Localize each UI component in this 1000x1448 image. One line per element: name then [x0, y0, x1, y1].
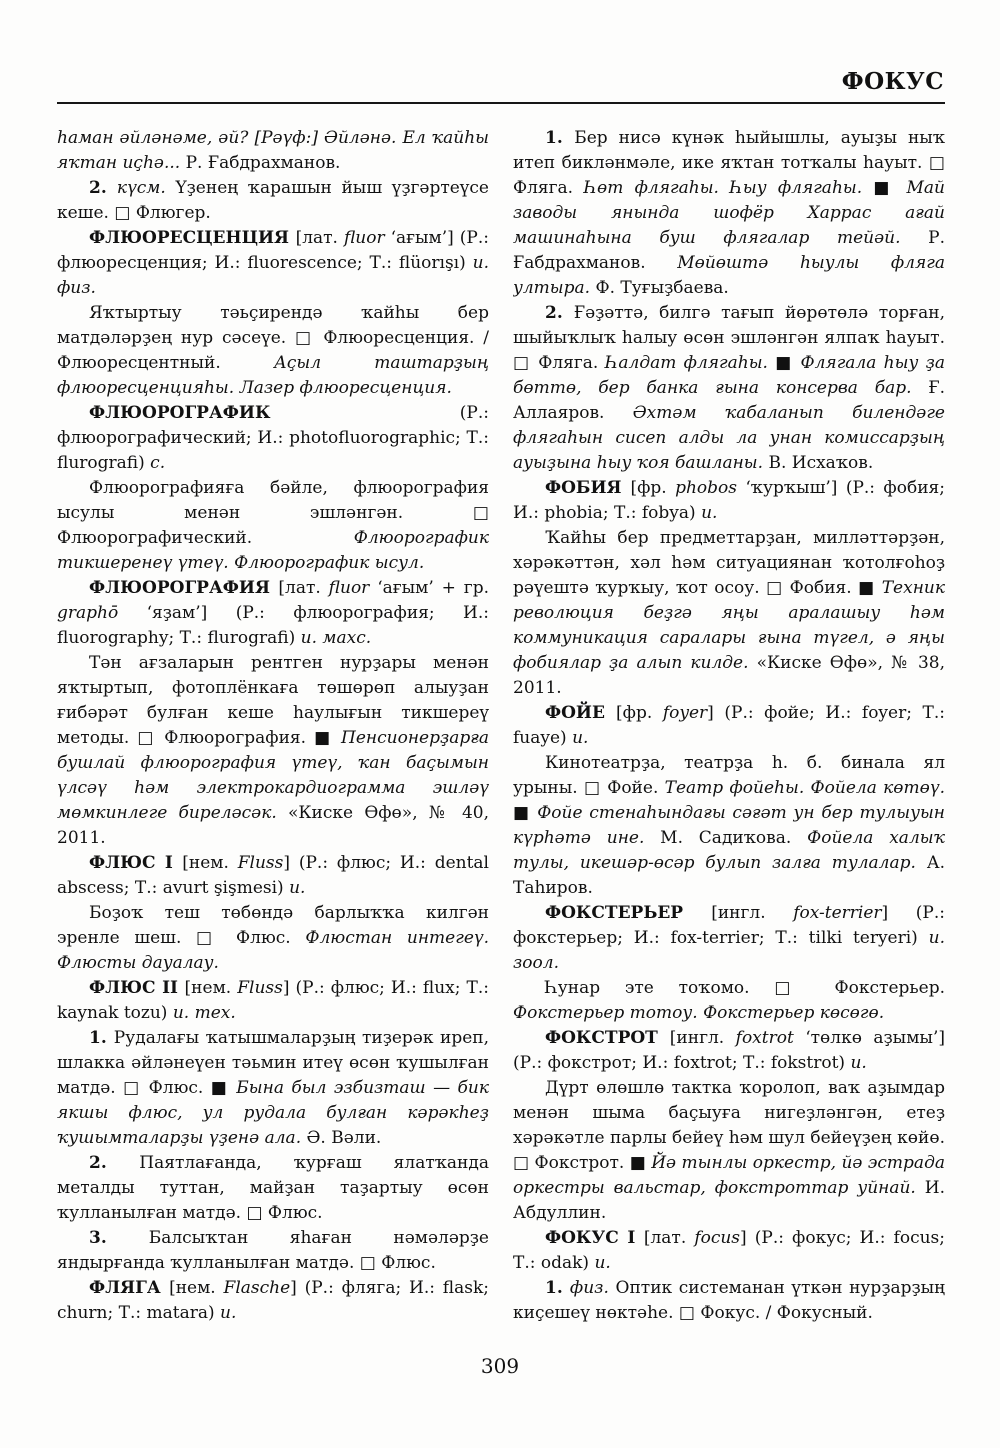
text-run: Мөйөштә һыулы фляга ултыра. — [513, 253, 945, 298]
text-run: ] (Р.: флюс; И.: dental abscess; Т.: avurt şişmesi) — [57, 853, 489, 898]
text-run: Һөт флягаһы. Һыу флягаһы. — [584, 178, 874, 198]
text-run: Фокстерьер тотоу. Фокстерьер көсөгө. — [513, 1003, 885, 1023]
text-run: [ингл. — [711, 903, 794, 923]
entry-paragraph — [513, 701, 945, 751]
text-run: [лат. — [278, 578, 329, 598]
text-run: ‘ҡурҡыш’] (Р.: фобия; И.: phobia; Т.: fobya) — [513, 478, 945, 523]
entry-paragraph — [57, 851, 489, 901]
text-run: Май заводы янында шофёр Харрас ағай машинаһына буш флягалар тейәй. — [513, 178, 945, 248]
entry-paragraph — [513, 126, 945, 301]
entry-paragraph — [57, 401, 489, 476]
text-run: и. тех. — [172, 1003, 236, 1023]
text-run: (Р.: флюорографический; И.: photofluorographic; Т.: flurografi) — [57, 403, 489, 473]
text-run: [нем. — [184, 978, 238, 998]
header-rule — [57, 102, 945, 104]
text-run: Пенсионерҙарға бушлай флюорография үтеү, ҡан баҫымын үлсәү һәм электрокардиограмма эшләү мөмкинлеге биреләсәк. — [57, 728, 489, 823]
text-run: ] (Р.: фойе; И.: foyer; Т.: fuaye) — [513, 703, 945, 748]
text-run: ФОЙЕ — [545, 703, 617, 723]
text-run: ФЛЮОРОГРАФИЯ — [89, 578, 279, 598]
text-run: ФЛЮОРОГРАФИК — [89, 403, 460, 423]
entry-paragraph — [513, 1226, 945, 1276]
text-run: ‘яҙам’] (Р.: флюорография; И.: fluorography; Т.: flurografi) — [57, 603, 489, 648]
text-run: [лат. — [295, 228, 344, 248]
text-run: [нем. — [169, 1278, 224, 1298]
text-run: ФЛЮС II — [89, 978, 185, 998]
text-run: Ғ. Аллаяров. — [513, 378, 945, 423]
text-run: Йә тынлы оркестр, йә эстрада оркестры вальстар, фокстроттар уйнай. — [513, 1153, 945, 1198]
text-run: күсм. — [116, 178, 176, 198]
right-column — [513, 126, 945, 1354]
text-columns — [57, 126, 945, 1354]
entry-paragraph — [57, 226, 489, 301]
text-run: и. — [850, 1053, 867, 1073]
text-run: ФЛЮОРЕСЦЕНЦИЯ — [89, 228, 296, 248]
text-run: физ. — [569, 1278, 616, 1298]
text-run: 3. — [89, 1228, 149, 1248]
text-run: ‘төлкө аҙымы’] (Р.: фокстрот; И.: foxtrot; Т.: fokstrot) — [513, 1028, 945, 1073]
text-run: Ә. Вәли. — [306, 1128, 382, 1148]
text-run: [фр. — [616, 703, 663, 723]
text-run: Рудалағы ҡатышмаларҙың тиҙерәк иреп, шлакка әйләнеүен тәьмин итеү өсөн ҡушылған матдә. □ Флюс. ■ — [57, 1028, 489, 1098]
text-run: Техник революция беҙгә яңы аралашыу һәм коммуникация саралары ғына түгел, ә яңы фобиялар ҙа алып килде. — [513, 578, 945, 673]
text-run: М. Садиҡова. — [660, 828, 808, 848]
text-run: Флягала һыу ҙа бөттө, бер банка ғына консерва бар. — [513, 353, 945, 398]
entry-paragraph — [513, 476, 945, 526]
text-run: Боҙоҡ теш төбөндә барлыҡҡа килгән эренле шеш. □ Флюс. — [57, 903, 489, 948]
text-run: и. — [701, 503, 718, 523]
text-run: Ф. Туғыҙбаева. — [595, 278, 729, 298]
text-run: Һунар эте тоҡомо. □ Фокстерьер. — [545, 978, 945, 998]
entry-paragraph — [57, 301, 489, 401]
text-run: Паятлағанда, ҡурғаш ялатҡанда металды туттан, майҙан таҙартыу өсөн ҡулланылған матдә. □ Флюс. — [57, 1153, 489, 1223]
text-run: 2. — [89, 178, 117, 198]
text-run: Флюорографик тикшеренеү үтеү. Флюорографик ысул. — [57, 528, 489, 573]
text-run: focus — [694, 1228, 741, 1248]
text-run: 1. — [89, 1028, 114, 1048]
text-run: В. Исхаҡов. — [768, 453, 874, 473]
text-run: һаман әйләнәме, әй? [Рәүф:] Әйләнә. Ел ҡайһы яҡтан иҫһә... — [57, 128, 489, 173]
text-run: и. зоол. — [513, 928, 945, 973]
text-run: [фр. — [630, 478, 676, 498]
text-run: ■ — [513, 803, 538, 823]
text-run: Тән ағзаларын рентген нурҙары менән яҡтыртып, фотоплёнкаға төшөрөп алыуҙан ғибәрәт булған кеше һаулығын тикшереү методы. □ Флюорография. ■ — [57, 653, 489, 748]
text-run: [нем. — [182, 853, 238, 873]
entry-paragraph — [513, 526, 945, 701]
text-run: phobos — [675, 478, 746, 498]
text-run: Ҡайһы бер предметтарҙан, милләттәрҙән, хәрәкәттән, хәл һәм ситуациянан ҡотолғоһоҙ рәүештә ҡурҡыу, ҡот осоу. □ Фобия. ■ — [513, 528, 945, 598]
text-run: Флюстан интегеү. Флюсты дауалау. — [57, 928, 489, 973]
entry-paragraph — [57, 1276, 489, 1326]
text-run: 2. — [89, 1153, 140, 1173]
text-run: Балсыҡтан яһаған нәмәләрҙе яндырғанда ҡулланылған матдә. □ Флюс. — [57, 1228, 489, 1273]
text-run: ФЛЯГА — [89, 1278, 170, 1298]
text-run: fluor — [328, 578, 378, 598]
text-run: Фойе стенаһындағы сәғәт ун бер тулыуын күрһәтә ине. — [513, 803, 945, 848]
entry-paragraph — [57, 1151, 489, 1226]
text-run: «Киске Өфө», № 40, 2011. — [57, 803, 489, 848]
text-run: Кинотеатрҙа, театрҙа һ. б. бинала ял урыны. □ Фойе. — [513, 753, 945, 798]
text-run: ФОКУС I — [545, 1228, 644, 1248]
text-run: А. Таһиров. — [513, 853, 945, 898]
text-run: Яҡтыртыу тәьҫирендә ҡайһы бер матдәләрҙең нур сәсеүе. □ Флюоресценция. / Флюоресцентный. — [57, 303, 489, 373]
text-run: foxtrot — [735, 1028, 806, 1048]
text-run: ] (Р.: флюс; И.: flux; Т.: kaynak tozu) — [57, 978, 489, 1023]
text-run: ] (Р.: фокстерьер; И.: fox-terrier; Т.: tilki teryeri) — [513, 903, 945, 948]
text-run: Ғәҙәттә, билгә тағып йөрөтөлә торған, шыйыҡлыҡ һалыу өсөн эшләнгән ялпаҡ һауыт. □ Фляга. — [513, 303, 945, 373]
text-run: Үҙенең ҡарашын йыш үҙгәртеүсе кеше. □ Флюгер. — [57, 178, 489, 223]
text-run: ] (Р.: фляга; И.: flask; churn; Т.: matara) — [57, 1278, 489, 1323]
text-run: Дүрт өлөшлө тактка ҡоролоп, ваҡ аҙымдар менән шыма баҫыуға нигеҙләнгән, етеҙ хәрәкәтле парлы бейеү һәм шул бейеүҙең көйө. □ Фокстрот. ■ — [513, 1078, 945, 1173]
text-run: Fluss — [237, 978, 283, 998]
text-run: И. Абдуллин. — [513, 1178, 945, 1223]
text-run: Фойела халыҡ тулы, икешәр-өсәр булып залға тулалар. — [513, 828, 945, 873]
text-run: ФОКСТЕРЬЕР — [545, 903, 712, 923]
text-run: и. — [594, 1253, 611, 1273]
entry-paragraph — [513, 1076, 945, 1226]
text-run: Fluss — [237, 853, 284, 873]
text-run: с. — [150, 453, 166, 473]
left-column — [57, 126, 489, 1354]
entry-paragraph — [57, 651, 489, 851]
text-run: ФОБИЯ — [545, 478, 631, 498]
text-run: ФОКСТРОТ — [545, 1028, 670, 1048]
text-run: «Киске Өфө», № 38, 2011. — [513, 653, 945, 698]
text-run: foyer — [662, 703, 708, 723]
text-run: [лат. — [643, 1228, 695, 1248]
text-run: и. махс. — [300, 628, 372, 648]
text-run: и. — [572, 728, 589, 748]
running-head: ФОКУС — [841, 68, 944, 95]
entry-paragraph — [513, 751, 945, 901]
text-run: Р. Ғабдрахманов. — [185, 153, 341, 173]
entry-paragraph — [513, 901, 945, 976]
entry-paragraph — [57, 176, 489, 226]
text-run: Бер нисә күнәк һыйышлы, ауыҙы ныҡ итеп бикләнмәле, ике яҡтан тотҡалы һауыт. □ Фляга. — [513, 128, 945, 198]
text-run: Бына был эзбизташ — бик якшы флюс, ул рудала булған кәрәкһеҙ ҡушымталарҙы үҙенә ала. — [57, 1078, 489, 1148]
entry-paragraph — [57, 976, 489, 1026]
entry-paragraph — [57, 901, 489, 976]
entry-paragraph — [513, 1276, 945, 1326]
text-run: Әхтәм ҡабаланып билендәге флягаһын сисеп алды ла унан комиссарҙың ауыҙына һыу ҡоя башланы. — [513, 403, 945, 473]
text-run: ‘ағым’ + гр. — [377, 578, 489, 598]
text-run: ■ — [775, 353, 801, 373]
text-run: Аҫыл таштарҙың флюоресценцияһы. Лазер флюоресценция. — [57, 353, 489, 398]
entry-paragraph — [57, 476, 489, 576]
text-run: ФЛЮС I — [89, 853, 183, 873]
entry-paragraph — [57, 576, 489, 651]
text-run: ] (Р.: фокус; И.: focus; Т.: odak) — [513, 1228, 945, 1273]
text-run: 1. — [545, 128, 575, 148]
text-run: и. — [289, 878, 306, 898]
text-run: graphō — [57, 603, 147, 623]
text-run: Flasche — [223, 1278, 291, 1298]
text-run: ‘ағым’] (Р.: флюоресценция; И.: fluorescence; Т.: flüorışı) — [57, 228, 489, 273]
text-run: Р. Ғабдрахманов. — [513, 228, 945, 273]
text-run: и. физ. — [57, 253, 489, 298]
text-run: [ингл. — [669, 1028, 736, 1048]
text-run: 2. — [545, 303, 574, 323]
entry-paragraph — [57, 1026, 489, 1151]
text-run: fox-terrier — [793, 903, 882, 923]
text-run: 1. — [545, 1278, 570, 1298]
entry-paragraph — [57, 1226, 489, 1276]
text-run: Оптик системанан үткән нурҙарҙың киҫешеү нөктәһе. □ Фокус. / Фокусный. — [513, 1278, 945, 1323]
entry-paragraph — [57, 126, 489, 176]
text-run: Һалдат флягаһы. — [605, 353, 776, 373]
entry-paragraph — [513, 976, 945, 1026]
text-run: ■ — [873, 178, 907, 198]
text-run: Флюорографияға бәйле, флюорография ысулы менән эшләнгән. □ Флюорографический. — [57, 478, 489, 548]
text-run: fluor — [343, 228, 391, 248]
text-run: и. — [220, 1303, 237, 1323]
page-number: 309 — [480, 1354, 520, 1378]
text-run: Театр фойеһы. Фойела көтөү. — [664, 778, 945, 798]
entry-paragraph — [513, 301, 945, 476]
entry-paragraph — [513, 1026, 945, 1076]
